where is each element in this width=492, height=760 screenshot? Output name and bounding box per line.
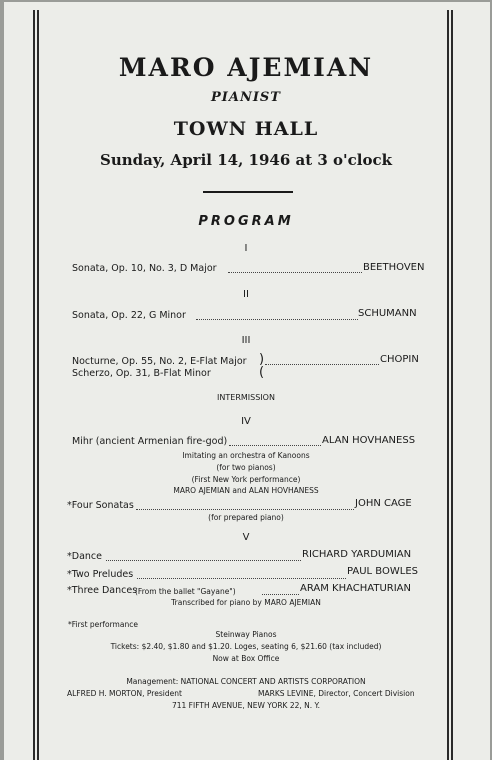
program-item-beethoven: Sonata, Op. 10, No. 3, D Major [72, 263, 217, 274]
section-number-5: V [242, 532, 250, 543]
mihr-note: (for two pianos) [216, 463, 276, 472]
dot-leader [136, 509, 354, 510]
brace-glyph: ) [259, 352, 265, 367]
performer-name: MARO AJEMIAN [118, 53, 374, 82]
section-number-4: IV [241, 416, 251, 427]
director-credit: MARKS LEVINE, Director, Concert Division [258, 689, 415, 698]
three-dances-subnote: (From the ballet "Gayane") [135, 587, 236, 596]
brace-glyph: ( [259, 365, 265, 380]
dot-leader [228, 272, 362, 273]
composer-yardumian: RICHARD YARDUMIAN [302, 549, 412, 560]
dot-leader [196, 319, 358, 320]
ticket-prices: Tickets: $2.40, $1.80 and $1.20. Loges, seating 6, $21.60 (tax included) [110, 642, 382, 651]
mihr-performers: MARO AJEMIAN and ALAN HOVHANESS [173, 486, 319, 495]
program-item-scherzo: Scherzo, Op. 31, B-Flat Minor [72, 368, 211, 379]
box-office-note: Now at Box Office [212, 654, 280, 663]
venue-name: TOWN HALL [173, 118, 319, 140]
composer-cage: JOHN CAGE [355, 498, 412, 509]
composer-chopin: CHOPIN [380, 354, 419, 365]
dot-leader [262, 594, 299, 595]
first-performance-note: *First performance [68, 620, 138, 629]
program-item-dance: *Dance [67, 551, 102, 562]
dot-leader [137, 578, 346, 579]
performer-role: PIANIST [211, 90, 281, 105]
composer-khachaturian: ARAM KHACHATURIAN [300, 583, 411, 594]
mihr-note: Imitating an orchestra of Kanoons [182, 451, 310, 460]
president-credit: ALFRED H. MORTON, President [67, 689, 182, 698]
program-item-nocturne: Nocturne, Op. 55, No. 2, E-Flat Major [72, 356, 247, 367]
dot-leader [229, 445, 321, 446]
management-address: 711 FIFTH AVENUE, NEW YORK 22, N. Y. [171, 701, 320, 710]
header-divider [203, 191, 293, 193]
composer-schumann: SCHUMANN [358, 308, 417, 319]
program-item-schumann: Sonata, Op. 22, G Minor [72, 310, 186, 321]
composer-bowles: PAUL BOWLES [347, 566, 418, 577]
program-item-two-preludes: *Two Preludes [67, 569, 134, 580]
dot-leader [265, 364, 379, 365]
program-item-four-sonatas: *Four Sonatas [67, 500, 134, 511]
dot-leader [106, 560, 301, 561]
composer-hovhaness: ALAN HOVHANESS [322, 435, 416, 446]
intermission-label: INTERMISSION [217, 393, 275, 402]
pianos-note: Steinway Pianos [215, 630, 277, 639]
three-dances-transcription: Transcribed for piano by MARO AJEMIAN [171, 598, 321, 607]
program-item-three-dances: *Three Dances [67, 585, 138, 596]
program-heading: PROGRAM [198, 214, 294, 229]
mihr-note: (First New York performance) [191, 475, 301, 484]
composer-beethoven: BEETHOVEN [363, 262, 425, 273]
section-number-3: III [241, 335, 251, 346]
management-line: Management: NATIONAL CONCERT AND ARTISTS CORPORATION [126, 677, 366, 686]
program-item-mihr: Mihr (ancient Armenian fire-god) [72, 436, 228, 447]
section-number-2: II [243, 289, 249, 300]
section-number-1: I [244, 243, 248, 254]
concert-date: Sunday, April 14, 1946 at 3 o'clock [99, 151, 392, 169]
cage-note: (for prepared piano) [208, 513, 284, 522]
